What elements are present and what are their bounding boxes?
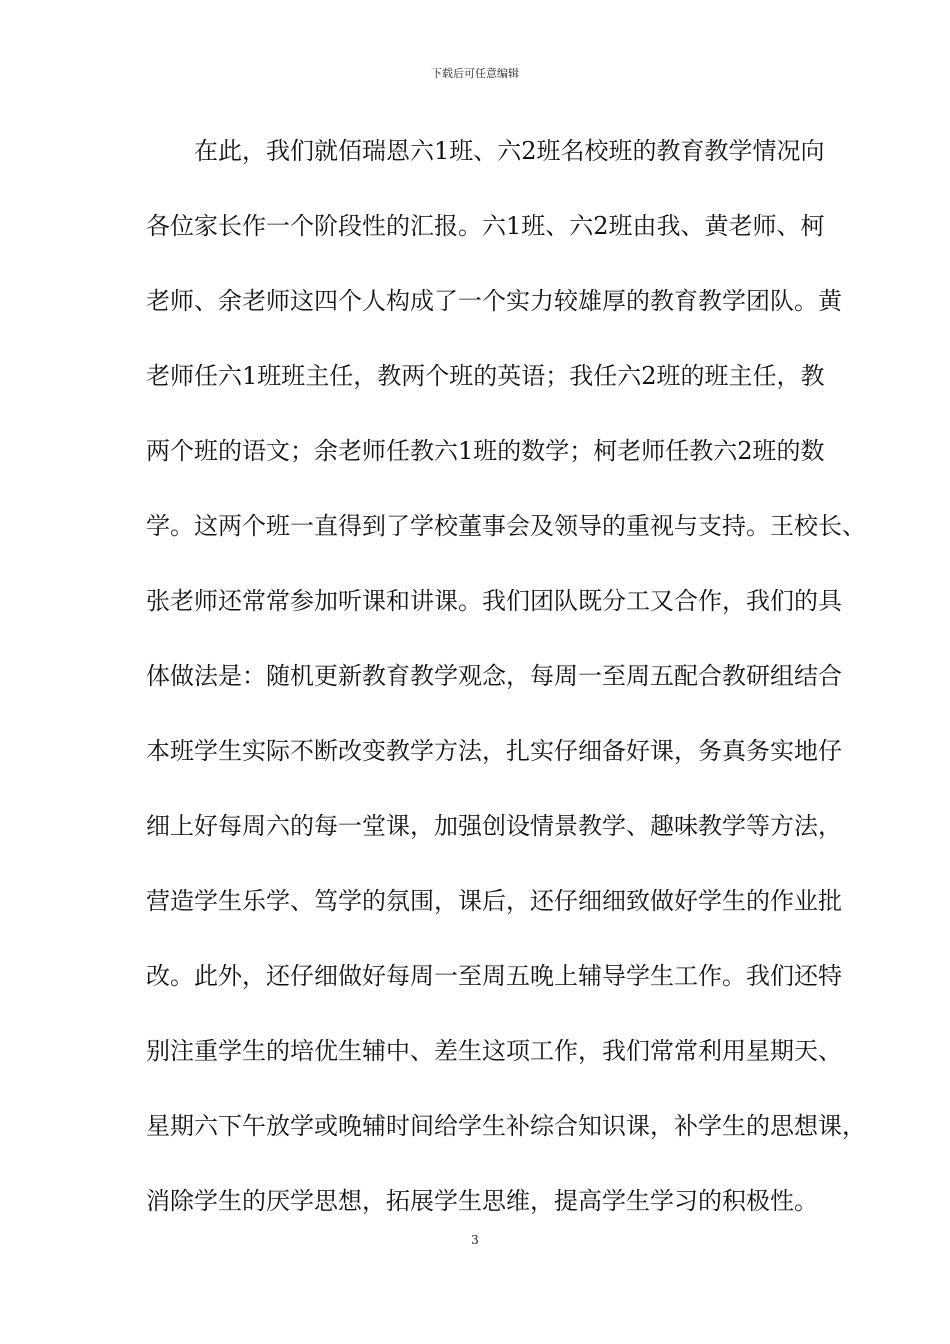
paragraph-line: 各位家长作一个阶段性的汇报。六1班、六2班由我、黄老师、柯: [146, 212, 825, 240]
paragraph-line: 本班学生实际不断改变教学方法，扎实仔细备好课，务真务实地仔: [146, 737, 842, 765]
paragraph-line: 老师任六1班班主任，教两个班的英语；我任六2班的班主任，教: [146, 362, 825, 390]
paragraph-line: 在此，我们就佰瑞恩六1班、六2班名校班的教育教学情况向: [146, 137, 825, 165]
paragraph-line: 两个班的语文；余老师任教六1班的数学；柯老师任教六2班的数: [146, 437, 825, 465]
paragraph-line: 细上好每周六的每一堂课，加强创设情景教学、趣味教学等方法，: [146, 812, 842, 840]
paragraph-line: 体做法是：随机更新教育教学观念，每周一至周五配合教研组结合: [146, 662, 842, 690]
page-header-note: 下载后可任意编辑: [431, 67, 519, 80]
paragraph-line: 别注重学生的培优生辅中、差生这项工作，我们常常利用星期天、: [146, 1037, 842, 1065]
paragraph-line: 张老师还常常参加听课和讲课。我们团队既分工又合作，我们的具: [146, 587, 842, 615]
document-body: [146, 128, 866, 1253]
paragraph-line: 消除学生的厌学思想，拓展学生思维，提高学生学习的积极性。: [146, 1187, 818, 1215]
paragraph-line: 老师、余老师这四个人构成了一个实力较雄厚的教育教学团队。黄: [146, 287, 842, 315]
paragraph-line: 营造学生乐学、笃学的氛围，课后，还仔细细致做好学生的作业批: [146, 887, 842, 915]
paragraph-line: 星期六下午放学或晚辅时间给学生补综合知识课，补学生的思想课，: [146, 1112, 866, 1140]
paragraph-line: 改。此外，还仔细做好每周一至周五晚上辅导学生工作。我们还特: [146, 962, 842, 990]
paragraph-line: 学。这两个班一直得到了学校董事会及领导的重视与支持。王校长、: [146, 512, 866, 540]
page-number: 3: [471, 1233, 479, 1247]
